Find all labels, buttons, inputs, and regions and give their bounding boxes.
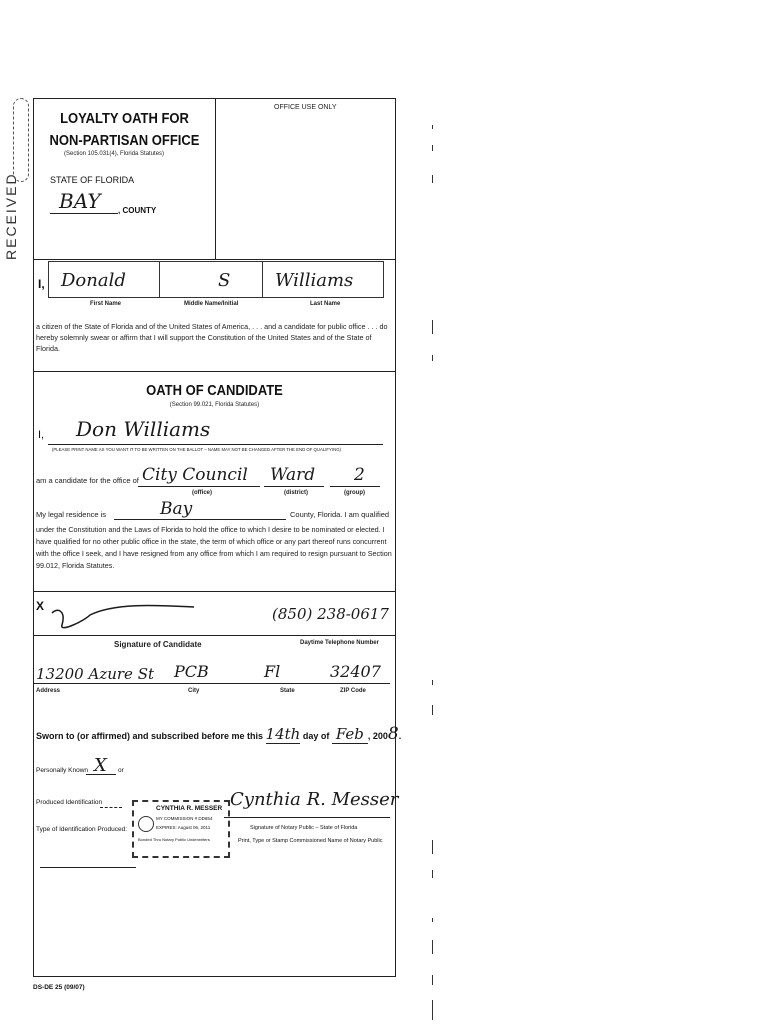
- state-value: Fl: [264, 662, 281, 681]
- sworn-year: 8: [387, 724, 399, 744]
- first-name-value: Donald: [61, 270, 126, 291]
- state-label: STATE OF FLORIDA: [50, 175, 135, 185]
- margin-mark: [432, 320, 433, 334]
- qualified-line-1: under the Constitution and the Laws of Florida to hold the office to which I desire to be nominated or elected. I: [36, 525, 385, 534]
- produced-id-label: Produced Identification: [36, 799, 103, 806]
- ballot-instruction: (PLEASE PRINT NAME AS YOU WANT IT TO BE WRITTEN ON THE BALLOT – NAME MAY NOT BE CHANGED AFTER THE END OF QUALIFYING): [52, 447, 341, 452]
- zip-value: 32407: [330, 662, 381, 681]
- office-line: [138, 486, 260, 487]
- residence-text: My legal residence is: [36, 510, 107, 519]
- title-line-1: LOYALTY OATH FOR: [60, 109, 189, 127]
- group-line: [330, 486, 380, 487]
- middle-name-box[interactable]: [158, 261, 262, 298]
- last-name-label: Last Name: [310, 301, 341, 307]
- signature-x-mark: X: [36, 599, 45, 613]
- zip-label: ZIP Code: [340, 688, 366, 694]
- qualified-line-2: have qualified for no other public office in the state, the term of which office or any part thereof runs concurrent: [36, 537, 387, 546]
- group-value: 2: [354, 465, 365, 485]
- margin-mark: [432, 145, 433, 151]
- margin-mark: [432, 870, 433, 878]
- margin-mark: [432, 840, 433, 854]
- office-use-label: OFFICE USE ONLY: [274, 104, 337, 111]
- state-label-2: State: [280, 688, 295, 694]
- ballot-name-value: Don Williams: [76, 417, 211, 441]
- sworn-period: .: [398, 731, 402, 741]
- stamp-expires: EXPIRES: August 06, 2011: [156, 825, 211, 830]
- middle-name-label: Middle Name/Initial: [184, 301, 239, 307]
- office-value: City Council: [142, 465, 248, 485]
- stamp-date-box: [13, 98, 29, 182]
- phone-label: Daytime Telephone Number: [300, 640, 379, 646]
- qualified-line-4: 99.012, Florida Statutes.: [36, 561, 115, 570]
- oath-i-label: I,: [38, 429, 45, 441]
- first-name-box[interactable]: [48, 261, 160, 298]
- citizen-line-1: a citizen of the State of Florida and of the United States of America, . . . and a candidate for public office . . . do: [36, 322, 388, 331]
- margin-mark: [432, 175, 433, 183]
- produced-id-line: [100, 807, 122, 808]
- extra-line: [40, 867, 136, 868]
- personally-known-label: Personally Known: [36, 767, 89, 774]
- county-line: [50, 213, 118, 214]
- residence-line: [114, 519, 286, 520]
- office-label: (office): [192, 490, 212, 496]
- margin-mark: [432, 680, 433, 685]
- personally-known-line: [86, 774, 116, 775]
- personally-or: or: [118, 767, 124, 774]
- form-number: DS-DE 25 (09/07): [33, 984, 85, 991]
- county-label: , COUNTY: [118, 206, 157, 215]
- sworn-year-prefix: , 200: [367, 731, 388, 741]
- form-title: [34, 107, 215, 151]
- header-divider: [215, 99, 216, 259]
- title-section: (Section 105.031(4), Florida Statutes): [64, 151, 165, 157]
- oath-title: OATH OF CANDIDATE: [146, 381, 283, 399]
- qualified-statement: [36, 524, 392, 572]
- middle-name-value: S: [218, 270, 231, 291]
- sworn-month: Feb: [332, 725, 368, 744]
- row-divider: [34, 591, 395, 592]
- margin-mark: [432, 975, 433, 985]
- candidate-signature-scribble: [44, 595, 204, 635]
- address-line: [34, 683, 390, 684]
- residence-value: Bay: [160, 499, 193, 519]
- stamp-bonded: Bonded Thru Notary Public Underwriters: [138, 837, 210, 842]
- district-label: (district): [284, 490, 308, 496]
- notary-print-label: Print, Type or Stamp Commissioned Name of Notary Public: [238, 838, 383, 844]
- qualified-line-3: with the office I seek, and I have resigned from any office from which I am required to resign pursuant to Section: [36, 549, 392, 558]
- row-divider: [34, 259, 395, 260]
- margin-mark: [432, 1000, 433, 1020]
- row-divider: [34, 371, 395, 372]
- stamp-name: CYNTHIA R. MESSER: [156, 805, 223, 812]
- notary-signature: Cynthia R. Messer: [230, 789, 399, 810]
- last-name-box[interactable]: [262, 261, 384, 298]
- margin-mark: [432, 355, 433, 361]
- oath-section: (Section 99.021, Florida Statutes): [169, 402, 260, 408]
- received-stamp: [5, 90, 35, 290]
- last-name-value: Williams: [275, 270, 354, 291]
- city-label: City: [188, 688, 200, 694]
- citizen-line-2: hereby solemnly swear or affirm that I will support the Constitution of the United States and of the State of: [36, 333, 372, 342]
- ballot-name-line: [48, 444, 383, 445]
- first-name-label: First Name: [90, 301, 122, 307]
- type-id-label: Type of Identification Produced:: [36, 826, 128, 833]
- notary-signature-line: [224, 817, 390, 818]
- candidate-office-text: am a candidate for the office of: [36, 476, 139, 485]
- margin-mark: [432, 940, 433, 954]
- district-value: Ward: [270, 465, 316, 485]
- received-stamp-text: RECEIVED: [3, 172, 19, 260]
- signature-line: [34, 635, 395, 636]
- sworn-day-of: day of: [302, 731, 330, 741]
- residence-suffix: County, Florida. I am qualified: [290, 510, 390, 519]
- sworn-statement: [36, 724, 401, 744]
- phone-value: (850) 238-0617: [272, 605, 389, 623]
- sworn-text: Sworn to (or affirmed) and subscribed before me this: [36, 731, 264, 741]
- county-value: BAY: [59, 189, 101, 213]
- address-value: 13200 Azure St: [36, 665, 155, 683]
- address-label: Address: [36, 688, 61, 694]
- citizen-statement: [36, 321, 392, 354]
- citizen-line-3: Florida.: [36, 344, 60, 353]
- notary-seal-stamp: [132, 800, 230, 858]
- title-line-2: NON-PARTISAN OFFICE: [49, 131, 200, 149]
- margin-mark: [432, 705, 433, 715]
- personally-known-mark: X: [94, 755, 107, 776]
- group-label: (group): [344, 490, 365, 496]
- city-value: PCB: [174, 662, 209, 681]
- signature-label: Signature of Candidate: [114, 640, 202, 649]
- notary-seal-icon: [138, 816, 154, 832]
- district-line: [264, 486, 324, 487]
- margin-mark: [432, 125, 433, 129]
- name-i-label: I,: [38, 277, 45, 291]
- stamp-commission: MY COMMISSION # DD654: [156, 816, 213, 821]
- margin-mark: [432, 918, 433, 922]
- sworn-day: 14th: [265, 725, 301, 743]
- notary-signature-label: Signature of Notary Public – State of Florida: [250, 825, 358, 831]
